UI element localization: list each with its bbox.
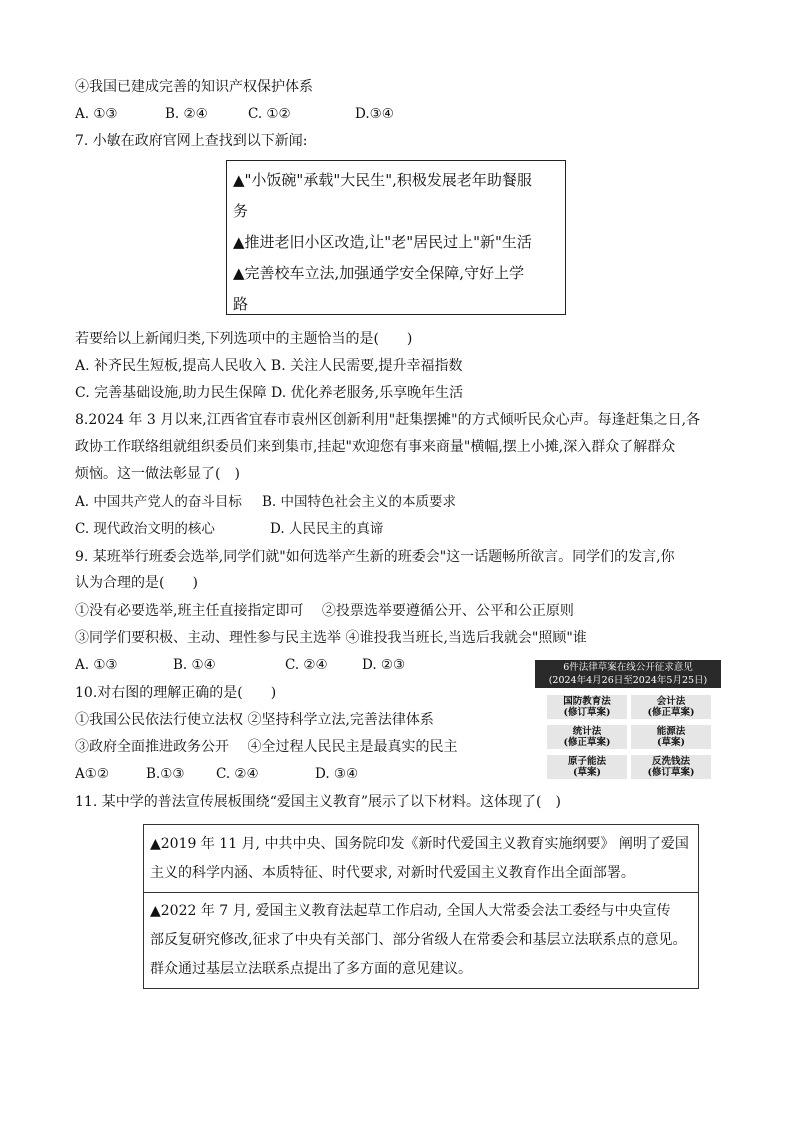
q7-news-line: ▲完善校车立法,加强通学安全保障,守好上学 (233, 264, 525, 282)
q8-stem-line3: 烦恼。这一做法彰显了( ) (75, 466, 240, 482)
material-line: 群众通过基层立法联系点提出了多方面的意见建议。 (150, 961, 472, 977)
q8-option-c: C. 现代政治文明的核心 (75, 521, 215, 537)
q9-stem-line1: 9. 某班举行班委会选举,同学们就"如何选举产生新的班委会"这一话题畅所欲言。同学们的发言,你 (75, 549, 675, 565)
q10-option-b: B.①③ (146, 766, 185, 782)
q9-stem-line2: 认为合理的是( ) (75, 575, 198, 591)
figure-law-card (547, 725, 627, 749)
q10-stem: 10.对右图的理解正确的是( ) (75, 685, 277, 701)
law-draft-type: (修订草案) (563, 707, 611, 718)
material-line: 主义的科学内涵、本质特征、时代要求, 对新时代爱国主义教育作出全面部署。 (150, 865, 635, 881)
q7-news-line: 务 (233, 202, 249, 220)
law-name: 会计法 (656, 696, 686, 707)
law-name: 能源法 (656, 726, 686, 737)
law-draft-type: (修订草案) (647, 767, 695, 778)
law-name: 原子能法 (567, 756, 606, 767)
q7-news-line: ▲推进老旧小区改造,让"老"居民过上"新"生活 (233, 233, 532, 251)
q11-material-2 (144, 893, 698, 984)
figure-law-card (631, 755, 711, 779)
law-name: 反洗钱法 (651, 756, 690, 767)
q7-news-box (226, 160, 566, 315)
q6-option-d: D.③④ (355, 106, 394, 122)
q8-option-d: D. 人民民主的真谛 (270, 521, 384, 537)
q6-option-b: B. ②④ (165, 106, 208, 122)
q8-option-a: A. 中国共产党人的奋斗目标 (75, 494, 242, 510)
figure-law-card (631, 695, 711, 719)
q9-items-12: ①没有必要选举,班主任直接指定即可 ②投票选举要遵循公开、公平和公正原则 (75, 603, 574, 619)
q8-stem-line1: 8.2024 年 3 月以来,江西省宜春市袁州区创新利用"赶集摆摊"的方式倾听民众心声。每逢赶集之日,各 (75, 412, 701, 428)
q7-stem: 7. 小敏在政府官网上查找到以下新闻: (75, 133, 308, 149)
q9-option-a: A. ①③ (75, 657, 118, 673)
q10-figure-law-drafts (535, 660, 721, 785)
q8-option-b: B. 中国特色社会主义的本质要求 (262, 494, 457, 510)
q6-option-c: C. ①② (248, 106, 291, 122)
q7-news-line: ▲"小饭碗"承载"大民生",积极发展老年助餐服 (233, 171, 532, 189)
law-draft-type: (修正草案) (647, 707, 695, 718)
q10-option-a: A①② (75, 766, 109, 782)
q11-stem: 11. 某中学的普法宣传展板围绕“爱国主义教育”展示了以下材料。这体现了( ) (75, 794, 561, 810)
figure-header (535, 660, 721, 688)
figure-law-card (631, 725, 711, 749)
q6-option-a: A. ①③ (75, 106, 118, 122)
q10-items-34: ③政府全面推进政务公开 ④全过程人民民主是最真实的民主 (75, 739, 458, 755)
q9-option-c: C. ②④ (285, 657, 328, 673)
material-line: ▲2019 年 11 月, 中共中央、国务院印发《新时代爱国主义教育实施纲要》 阐明了爱国 (150, 836, 689, 852)
law-draft-type: (草案) (573, 767, 601, 778)
q9-option-d: D. ②③ (362, 657, 406, 673)
material-line: 部反复研究修改,征求了中央有关部门、部分省级人在常委会和基层立法联系点的意见。 (150, 932, 687, 948)
q7-options-cd: C. 完善基础设施,助力民生保障 D. 优化养老服务,乐享晚年生活 (75, 385, 464, 401)
material-line: ▲2022 年 7 月, 爱国主义教育法起草工作启动, 全国人大常委会法工委经与中央宣传 (150, 903, 671, 919)
q9-items-34: ③同学们要积极、主动、理性参与民主选举 ④谁投我当班长,当选后我就会"照顾"谁 (75, 630, 587, 646)
q11-material-box (143, 824, 699, 989)
q9-option-b: B. ①④ (173, 657, 216, 673)
figure-law-card (547, 755, 627, 779)
q11-material-1 (144, 825, 698, 892)
q10-items-12: ①我国公民依法行使立法权 ②坚持科学立法,完善法律体系 (75, 712, 434, 728)
q7-news-line: 路 (233, 295, 249, 313)
figure-law-card (547, 695, 627, 719)
law-name: 国防教育法 (563, 696, 611, 707)
q7-options-ab: A. 补齐民生短板,提高人民收入 B. 关注人民需要,提升幸福指数 (75, 358, 463, 374)
figure-title: 6件法律草案在线公开征求意见 (563, 662, 693, 673)
law-draft-type: (修正草案) (563, 737, 611, 748)
q8-stem-line2: 政协工作联络组就组织委员们来到集市,挂起"欢迎您有事来商量"横幅,摆上小摊,深入群众了解群众 (75, 439, 676, 455)
figure-date-range: (2024年4月26日至2024年5月25日) (548, 675, 708, 686)
q10-option-c: C. ②④ (216, 766, 259, 782)
q7-question: 若要给以上新闻归类,下列选项中的主题恰当的是( ) (75, 331, 413, 347)
q10-option-d: D. ③④ (315, 766, 359, 782)
q6-item4: ④我国已建成完善的知识产权保护体系 (75, 79, 313, 95)
law-name: 统计法 (572, 726, 602, 737)
law-draft-type: (草案) (657, 737, 685, 748)
